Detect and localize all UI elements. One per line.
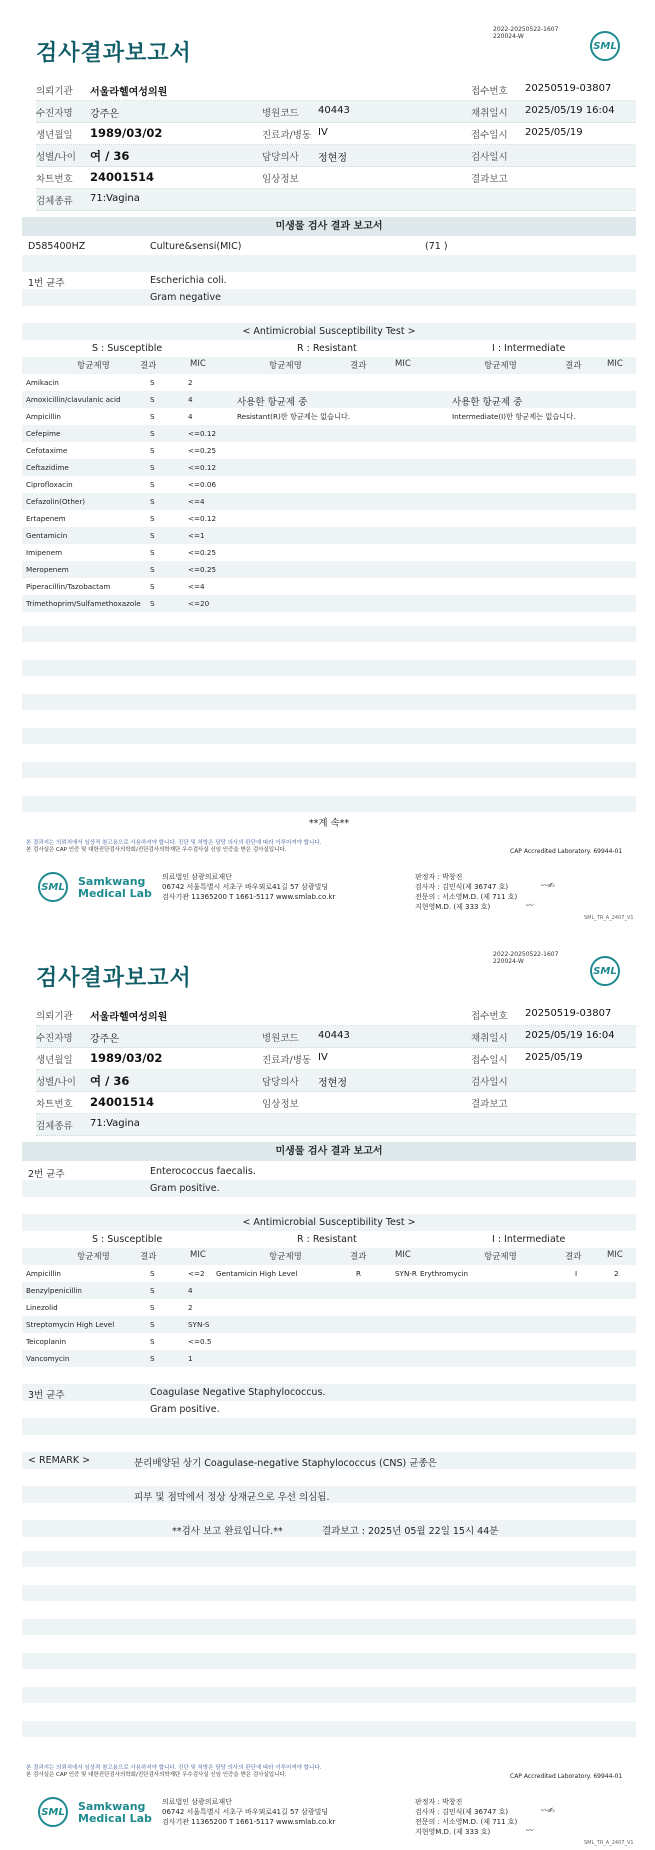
org3-gram: Gram positive. [150, 1404, 220, 1415]
remark-line1: 분리배양된 상기 Coagulase-negative Staphylococcus (CNS) 균종은 [134, 1458, 437, 1469]
drug-name: Vancomycin [26, 1354, 70, 1363]
drug-name: Ciprofloxacin [26, 480, 73, 489]
drug-name: Cefotaxime [26, 446, 68, 455]
drug-mic: <=0.25 [188, 446, 217, 455]
drug-mic: <=0.12 [188, 463, 217, 472]
ast-header-row-1: 항균제명 결과 MIC 항균제명 결과 MIC 항균제명 결과 MIC [22, 357, 636, 374]
report-code: 2022-20250522-1607 220024-W [493, 951, 559, 965]
report-page-2: 검사결과보고서 2022-20250522-1607 220024-W SML 의뢰기관 서울라헬여성의원 접수번호 20250519-03807 수진자명 강주은 병원코드 40443 채취일시 2025/05/19 16:04 생년월일 1989/03/02 진료과/병동 IV 접수일시 2025/05/19 성별/나이 여 / 36 담당의사 정현정 검사일시 차트번호 24001514 임상정보 결과보고 검체종류 71:Vagina 미생물 검사 결과 보고서 2번 균주 Enterococcus faecalis. Gram positive. < Antimicrobial Susceptibility Test > S : Susceptible R : Resistant I : Intermediate 항균제명 결과 MIC 항균제명 결과 MIC 항균제명 결과 MIC Ampicillin S <=2 Benzylpenicillin S 4 Linezolid S 2 Streptomycin High Level S SYN-S Teicoplanin S <=0.5 Vancomycin S 1 Gentamicin High Level R SYN-R Erythromycin I 2 3번 균주 Coagulase Negative Staphylococcus. Gram positive. < REMARK > 분리배양된 상기 Coagulase-negative Staphylococcus (CNS) 균종은 피부 및 점막에서 정상 상재균으로 우선 의심됨. **검사 보고 완료입니다.** 결과보고 : 2025년 05월 22일 15시 44분 본 결과지는 의뢰처에서 임상적 참고용으로 사용하셔야 합니다. 진단 및 처방은 담당 의사의 판단에 따라 이루어져야 합니다. 본 검사실은 CAP 인증 및 대한진단검사의학회/진단검사의학재단 우수검사실 신임 인증을 받은 검사실입니다. CAP Accredited Laboratory. 69944-01 SML Samkwang Medical Lab 의료법인 삼광의료재단 06742 서울특별시 서초구 바우뫼로41길 57 삼광빌딩 검사기관 11365200 T 1661-5117 www.smlab.co.kr 판정자 : 박창진 검사자 : 김민식(제 36747 호) 전문의 : 서소영M.D. (제 711 호) 지현영M.D. (제 333 호) 〰✍ 〰 SML_TR_A_2407_V1 [0, 925, 655, 1850]
drug-result: S [150, 1337, 155, 1346]
footer-address: 의료법인 삼광의료재단 06742 서울특별시 서초구 바우뫼로41길 57 삼광빌딩 검사기관 11365200 T 1661-5117 www.smlab.co.kr [162, 873, 336, 901]
org1-label: 1번 균주 [28, 278, 65, 289]
drug-name: Benzylpenicillin [26, 1286, 82, 1295]
drug-result: S [150, 514, 155, 523]
drug-mic: <=4 [188, 497, 205, 506]
collected-value: 2025/05/19 16:04 [525, 105, 615, 116]
drug-result: S [150, 1269, 155, 1278]
ast-row [22, 1265, 636, 1282]
org2-i-mic: 2 [614, 1269, 619, 1278]
drug-mic: 4 [188, 1286, 193, 1295]
report-title: 검사결과보고서 [36, 966, 192, 991]
drug-mic: <=1 [188, 531, 205, 540]
drug-name: Ampicillin [26, 412, 61, 421]
ast-row [22, 442, 636, 459]
org2-name: Enterococcus faecalis. [150, 1166, 256, 1177]
signature-icon: 〰 [525, 901, 533, 910]
specimen-value: 71:Vagina [90, 193, 140, 204]
drug-mic: <=0.12 [188, 429, 217, 438]
drug-mic: 2 [188, 378, 193, 387]
ast-row [22, 459, 636, 476]
drug-result: S [150, 582, 155, 591]
footer-disclaimer: 본 결과지는 의뢰처에서 임상적 참고용으로 사용하셔야 합니다. 진단 및 처방은 담당 의사의 판단에 따라 이루어져야 합니다. 본 검사실은 CAP 인증 및 대한진단검사의학회/진단검사의학재단 우수검사실 신임 인증을 받은 검사실입니다. [26, 840, 322, 853]
ast-row [22, 1316, 636, 1333]
signature-icon: 〰✍ [540, 881, 555, 890]
drug-name: Cefepime [26, 429, 61, 438]
drug-name: Ceftazidime [26, 463, 69, 472]
drug-result: S [150, 1320, 155, 1329]
ast-row [22, 1282, 636, 1299]
ast-row [22, 595, 636, 612]
drug-mic: <=2 [188, 1269, 205, 1278]
drug-result: S [150, 429, 155, 438]
drug-name: Trimethoprim/Sulfamethoxazole [26, 599, 141, 608]
drug-mic: <=4 [188, 582, 205, 591]
chart-no-value: 24001514 [90, 170, 155, 184]
drug-result: S [150, 378, 155, 387]
ast-row [22, 374, 636, 391]
drug-name: Teicoplanin [26, 1337, 67, 1346]
complete-text: **검사 보고 완료입니다.** [172, 1526, 283, 1537]
signature-icon: 〰 [525, 1826, 533, 1835]
test-name: Culture&sensi(MIC) [150, 241, 242, 252]
drug-name: Ertapenem [26, 514, 66, 523]
drug-name: Streptomycin High Level [26, 1320, 115, 1329]
receipt-no-value: 20250519-03807 [525, 83, 612, 94]
org2-i-res: I [575, 1269, 578, 1278]
drug-mic: <=20 [188, 599, 210, 608]
patient-info: 의뢰기관 서울라헬여성의원 접수번호 20250519-03807 수진자명 강주은 병원코드 40443 채취일시 2025/05/19 16:04 생년월일 1989/03/02 진료과/병동 IV 접수일시 2025/05/19 성별/나이 여 / 36 담당의사 정현정 검사일시 차트번호 24001514 임상정보 결과보고 검체종류 71:Vagina [36, 79, 636, 211]
drug-name: Piperacillin/Tazobactam [26, 582, 111, 591]
test-code: D585400HZ [28, 241, 86, 252]
org1-r-note2: Resistant(R)한 항균제는 없습니다. [237, 412, 351, 421]
org2-r-mic: SYN-R [395, 1269, 417, 1278]
report-title: 검사결과보고서 [36, 41, 192, 66]
ast-row [22, 493, 636, 510]
remark-label: < REMARK > [28, 1455, 91, 1466]
drug-mic: <=0.5 [188, 1337, 212, 1346]
ast-row [22, 1333, 636, 1350]
micro-title: 미생물 검사 결과 보고서 [22, 1142, 636, 1161]
ast-row [22, 544, 636, 561]
micro-title: 미생물 검사 결과 보고서 [22, 217, 636, 236]
drug-result: S [150, 548, 155, 557]
ast-row [22, 425, 636, 442]
report-page-1: 검사결과보고서 2022-20250522-1607 220024-W SML 의뢰기관 서울라헬여성의원 접수번호 20250519-03807 수진자명 강주은 병원코드 40443 채취일시 2025/05/19 16:04 생년월일 1989/03/02 진료과/병동 IV 접수일시 2025/05/19 성별/나이 여 / 36 담당의사 정현정 검사일시 차트번호 24001514 임상정보 결과보고 검체종류 71:Vagina 미생물 검사 결과 보고서 D585400HZ Culture&sensi(MIC) (71 ) 1번 균주 Escherichia coli. Gram negative < Antimicrobial Susceptibility Test > S : Susceptible R : Resistant I : Intermediate 항균제명 결과 MIC 항균제명 결과 MIC 항균제명 결과 MIC Amikacin S 2 Amoxicillin/clavulanic acid S 4 Ampicillin S 4 Cefepime S <=0.12 Cefotaxime S <=0.25 Ceftazidime S <=0.12 Ciprofloxacin S <=0.06 Cefazolin(Other) S <=4 Ertapenem S <=0.12 Gentamicin S <=1 Imipenem S <=0.25 Meropenem S <=0.25 Piperacillin/Tazobactam S <=4 Trimethoprim/Sulfamethoxazole S <=20 사용한 항균제 중 사용한 항균제 중 Resistant(R)한 항균제는 없습니다. Intermediate(I)한 항균제는 없습니다. **계 속** 본 결과지는 의뢰처에서 임상적 참고용으로 사용하셔야 합니다. 진단 및 처방은 담당 의사의 판단에 따라 이루어져야 합니다. 본 검사실은 CAP 인증 및 대한진단검사의학회/진단검사의학재단 우수검사실 신임 인증을 받은 검사실입니다. CAP Accredited Laboratory. 69944-01 SML Samkwang Medical Lab 의료법인 삼광의료재단 06742 서울특별시 서초구 바우뫼로41길 57 삼광빌딩 검사기관 11365200 T 1661-5117 www.smlab.co.kr 판정자 : 박창진 검사자 : 김민식(제 36747 호) 전문의 : 서소영M.D. (제 711 호) 지현영M.D. (제 333 호) 〰✍ 〰 SML_TR_A_2407_V1 [0, 0, 655, 925]
ast-row [22, 578, 636, 595]
dob-value: 1989/03/02 [90, 126, 163, 140]
drug-result: S [150, 531, 155, 540]
ast-header-row-2: 항균제명 결과 MIC 항균제명 결과 MIC 항균제명 결과 MIC [22, 1248, 636, 1265]
org2-i-drug: Erythromycin [420, 1269, 469, 1278]
report-code: 2022-20250522-1607 220024-W [493, 26, 559, 40]
drug-mic: <=0.06 [188, 480, 217, 489]
footer-logo-icon: SML [38, 872, 68, 902]
drug-name: Gentamicin [26, 531, 68, 540]
drug-result: S [150, 599, 155, 608]
drug-result: S [150, 497, 155, 506]
signature-icon: 〰✍ [540, 1806, 555, 1815]
org2-gram: Gram positive. [150, 1183, 220, 1194]
footer-company: Samkwang Medical Lab [78, 875, 152, 900]
drug-result: S [150, 395, 155, 404]
org3-name: Coagulase Negative Staphylococcus. [150, 1387, 326, 1398]
form-version: SML_TR_A_2407_V1 [584, 915, 634, 921]
drug-mic: 4 [188, 395, 193, 404]
org1-r-note1: 사용한 항균제 중 [237, 397, 308, 408]
cap-accreditation: CAP Accredited Laboratory. 69944-01 [510, 848, 623, 855]
drug-mic: 1 [188, 1354, 193, 1363]
ast-row [22, 561, 636, 578]
drug-name: Ampicillin [26, 1269, 61, 1278]
drug-mic: 4 [188, 412, 193, 421]
drug-result: S [150, 1354, 155, 1363]
client-value: 서울라헬여성의원 [90, 87, 168, 98]
footer-company: Samkwang Medical Lab [78, 1800, 152, 1825]
drug-result: S [150, 565, 155, 574]
ast-row [22, 510, 636, 527]
drug-mic: <=0.12 [188, 514, 217, 523]
drug-mic: <=0.25 [188, 548, 217, 557]
drug-mic: 2 [188, 1303, 193, 1312]
test-num: (71 ) [425, 241, 448, 252]
received-value: 2025/05/19 [525, 127, 583, 138]
footer-signers: 판정자 : 박창진 검사자 : 김민식(제 36747 호) 전문의 : 서소영M.D. (제 711 호) 지현영M.D. (제 333 호) [415, 1798, 518, 1836]
continued-text: **계 속** [308, 818, 350, 829]
org1-i-note1: 사용한 항균제 중 [452, 397, 523, 408]
drug-result: S [150, 480, 155, 489]
drug-name: Amoxicillin/clavulanic acid [26, 395, 121, 404]
form-version: SML_TR_A_2407_V1 [584, 1840, 634, 1846]
dept-value: IV [318, 127, 328, 138]
sml-logo-icon: SML [590, 956, 620, 986]
ast-row [22, 527, 636, 544]
footer-signers: 판정자 : 박창진 검사자 : 김민식(제 36747 호) 전문의 : 서소영M.D. (제 711 호) 지현영M.D. (제 333 호) [415, 873, 518, 911]
doctor-value: 정현정 [318, 153, 347, 164]
final-report-time: 결과보고 : 2025년 05월 22일 15시 44분 [322, 1526, 499, 1537]
sex-age-value: 여 / 36 [90, 149, 130, 163]
drug-name: Linezolid [26, 1303, 58, 1312]
drug-name: Imipenem [26, 548, 63, 557]
org3-label: 3번 균주 [28, 1390, 65, 1401]
drug-result: S [150, 1286, 155, 1295]
cap-accreditation: CAP Accredited Laboratory. 69944-01 [510, 1773, 623, 1780]
drug-mic: <=0.25 [188, 565, 217, 574]
ast-row [22, 1350, 636, 1367]
ast-row [22, 391, 636, 408]
patient-info: 의뢰기관 서울라헬여성의원 접수번호 20250519-03807 수진자명 강주은 병원코드 40443 채취일시 2025/05/19 16:04 생년월일 1989/03/02 진료과/병동 IV 접수일시 2025/05/19 성별/나이 여 / 36 담당의사 정현정 검사일시 차트번호 24001514 임상정보 결과보고 검체종류 71:Vagina [36, 1004, 636, 1136]
ast-row [22, 476, 636, 493]
drug-result: S [150, 1303, 155, 1312]
drug-result: S [150, 463, 155, 472]
ast-title-1: < Antimicrobial Susceptibility Test > [242, 326, 416, 337]
org1-gram: Gram negative [150, 292, 221, 303]
sml-logo-icon: SML [590, 31, 620, 61]
ast-row [22, 1299, 636, 1316]
org1-i-note2: Intermediate(I)한 항균제는 없습니다. [452, 412, 576, 421]
org2-label: 2번 균주 [28, 1169, 65, 1180]
drug-name: Amikacin [26, 378, 59, 387]
footer-disclaimer: 본 결과지는 의뢰처에서 임상적 참고용으로 사용하셔야 합니다. 진단 및 처방은 담당 의사의 판단에 따라 이루어져야 합니다. 본 검사실은 CAP 인증 및 대한진단검사의학회/진단검사의학재단 우수검사실 신임 인증을 받은 검사실입니다. [26, 1765, 322, 1778]
ast-title-2: < Antimicrobial Susceptibility Test > [242, 1217, 416, 1228]
drug-name: Meropenem [26, 565, 69, 574]
drug-mic: SYN-S [188, 1320, 210, 1329]
org1-name: Escherichia coli. [150, 275, 227, 286]
drug-name: Cefazolin(Other) [26, 497, 86, 506]
org2-r-drug: Gentamicin High Level [216, 1269, 298, 1278]
footer-logo-icon: SML [38, 1797, 68, 1827]
drug-result: S [150, 446, 155, 455]
drug-result: S [150, 412, 155, 421]
hospital-code-value: 40443 [318, 105, 350, 116]
org2-r-res: R [356, 1269, 361, 1278]
remark-line2: 피부 및 점막에서 정상 상재균으로 우선 의심됨. [134, 1492, 330, 1503]
footer-address: 의료법인 삼광의료재단 06742 서울특별시 서초구 바우뫼로41길 57 삼광빌딩 검사기관 11365200 T 1661-5117 www.smlab.co.kr [162, 1798, 336, 1826]
patient-name-value: 강주은 [90, 109, 119, 120]
